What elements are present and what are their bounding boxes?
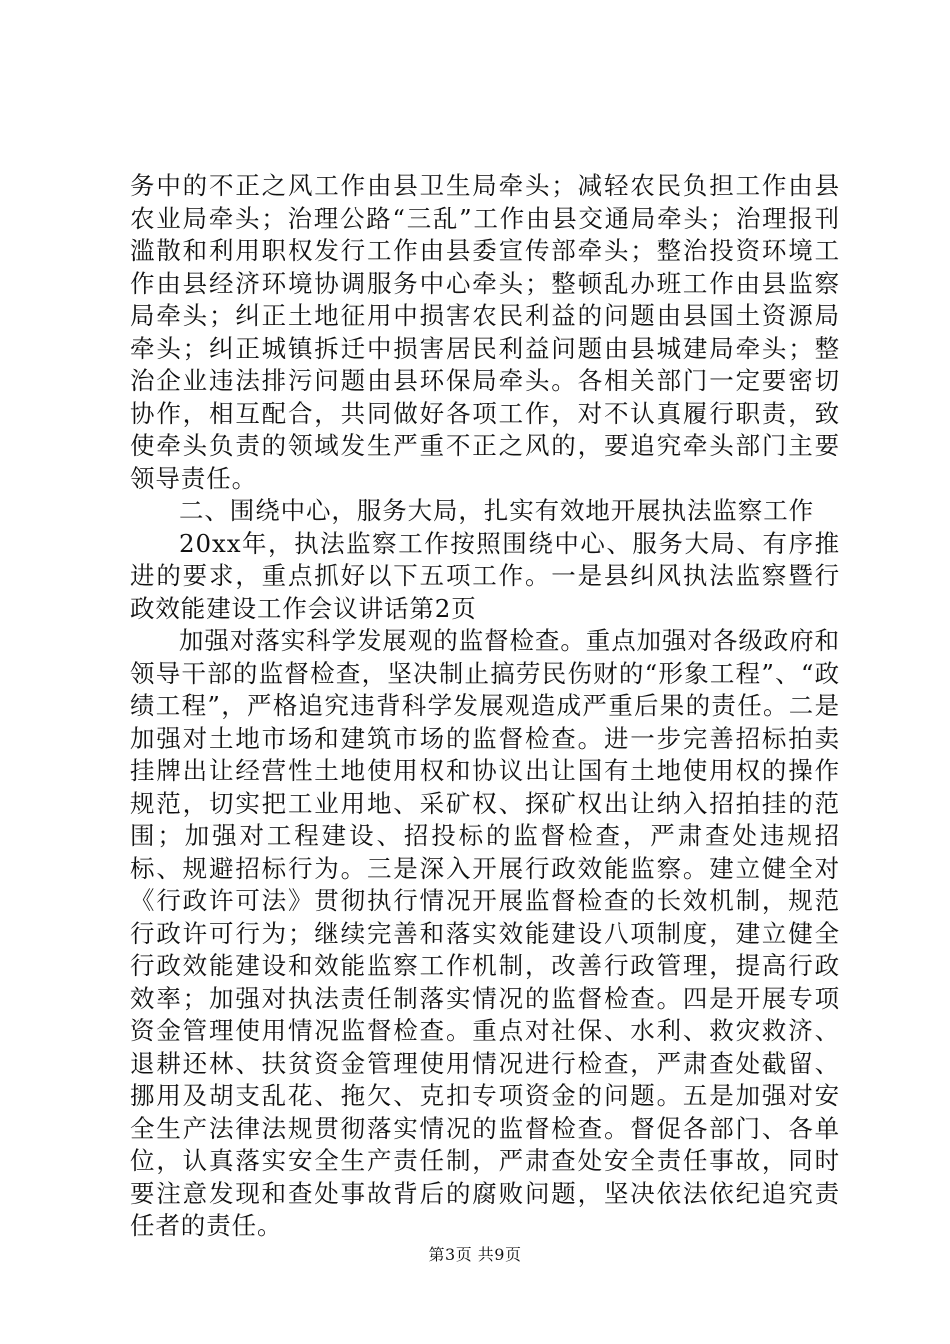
paragraph-continued: 务中的不正之风工作由县卫生局牵头；减轻农民负担工作由县农业局牵头；治理公路“三乱”工作由县交通局牵头；治理报刊滥散和利用职权发行工作由县委宣传部牵头；整治投资环境工作由县经济环境协调服务中心牵头；整顿乱办班工作由县监察局牵头；纠正土地征用中损害农民利益的问题由县国土资源局牵头；纠正城镇拆迁中损害居民利益问题由县城建局牵头；整治企业违法排污问题由县环保局牵头。各相关部门一定要密切协作，相互配合，共同做好各项工作，对不认真履行职责，致使牵头负责的领域发生严重不正之风的，要追究牵头部门主要领导责任。 <box>130 171 840 493</box>
page-footer: 第3页 共9页 <box>428 1245 522 1264</box>
paragraph: 加强对落实科学发展观的监督检查。重点加强对各级政府和领导干部的监督检查，坚决制止搞劳民伤财的“形象工程”、“政绩工程”，严格追究违背科学发展观造成严重后果的责任。二是加强对土地市场和建筑市场的监督检查。进一步完善招标拍卖挂牌出让经营性土地使用权和协议出让国有土地使用权的操作规范，切实把工业用地、采矿权、探矿权出让纳入招拍挂的范围；加强对工程建设、招投标的监督检查，严肃查处违规招标、规避招标行为。三是深入开展行政效能监察。建立健全对《行政许可法》贯彻执行情况开展监督检查的长效机制，规范行政许可行为；继续完善和落实效能建设八项制度，建立健全行政效能建设和效能监察工作机制，改善行政管理，提高行政效率；加强对执法责任制落实情况的监督检查。四是开展专项资金管理使用情况监督检查。重点对社保、水利、救灾救济、退耕还林、扶贫资金管理使用情况进行检查，严肃查处截留、挪用及胡支乱花、拖欠、克扣专项资金的问题。五是加强对安全生产法律法规贯彻落实情况的监督检查。督促各部门、各单位，认真落实安全生产责任制，严肃查处安全责任事故，同时要注意发现和查处事故背后的腐败问题，坚决依法依纪追究责任者的责任。 <box>130 626 840 1240</box>
document-body <box>130 170 840 1243</box>
paragraph: 20xx年，执法监察工作按照围绕中心、服务大局、有序推进的要求，重点抓好以下五项工作。一是县纠风执法监察暨行政效能建设工作会议讲话第2页 <box>130 528 840 623</box>
section-heading: 二、围绕中心，服务大局，扎实有效地开展执法监察工作 <box>179 496 814 525</box>
